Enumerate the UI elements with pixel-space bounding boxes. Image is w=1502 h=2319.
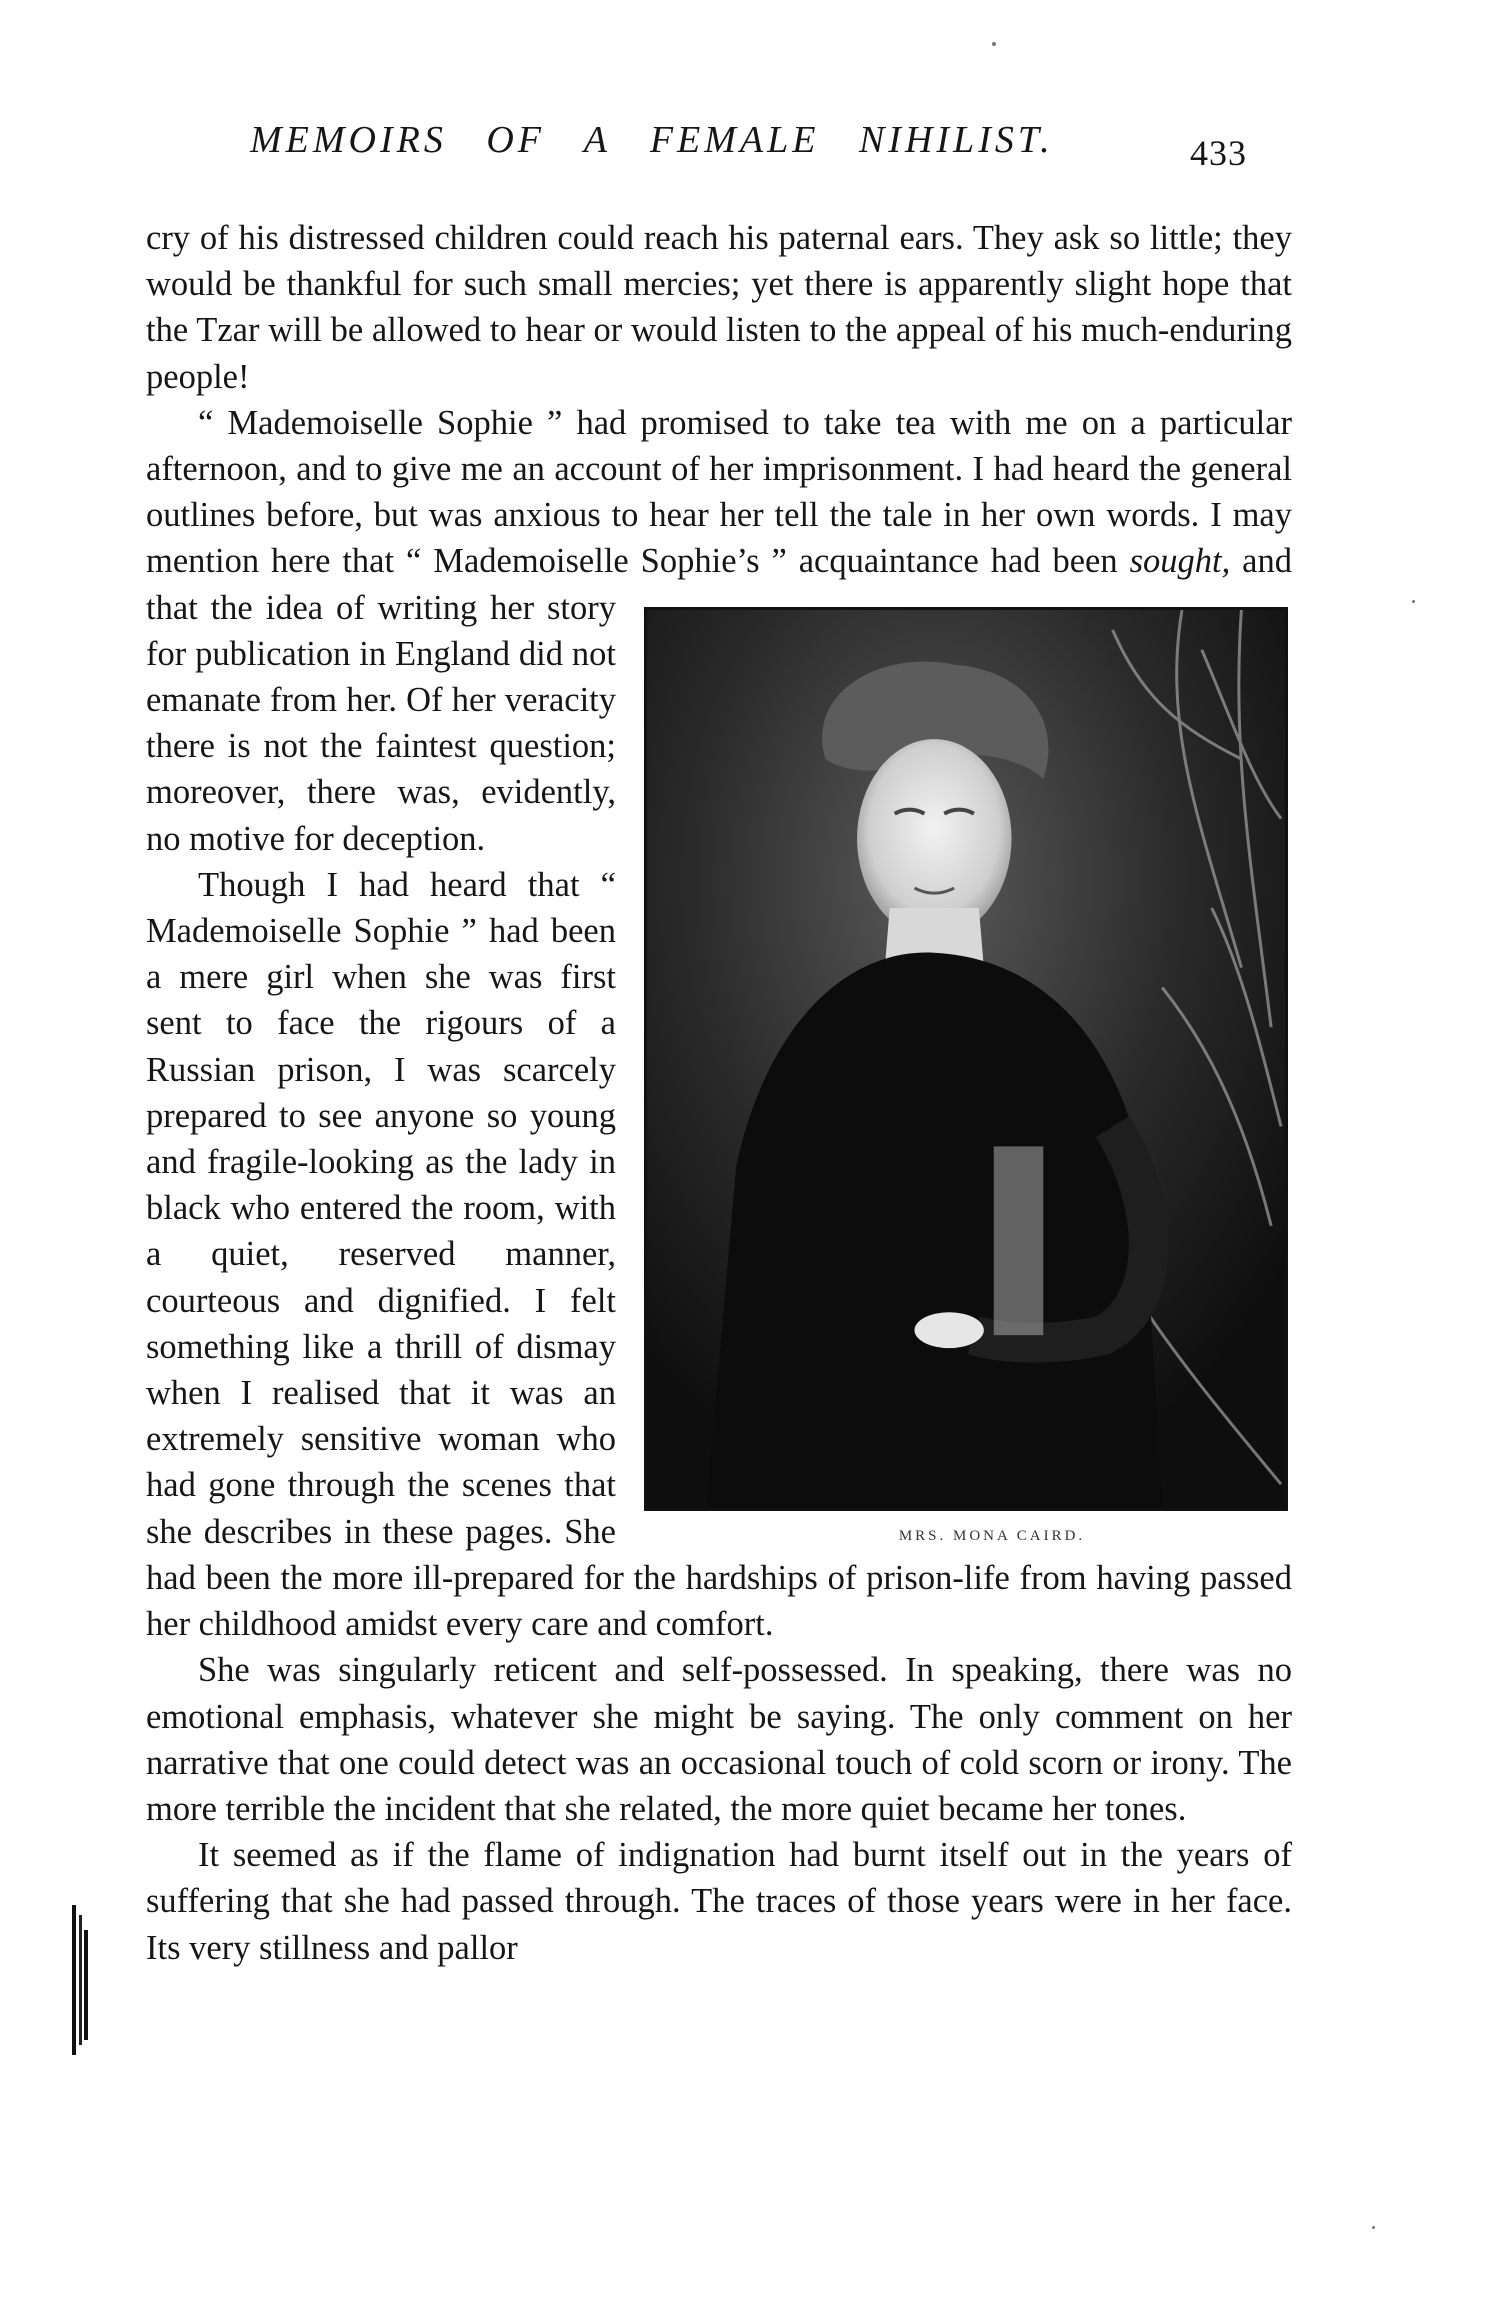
page-number: 433 <box>1190 133 1247 173</box>
paragraph-2-text-b: and that the idea of writing her story for publication in England did not emanate from her. Of her veracity there is not the faintest question; moreover, there was, evidently, no motive for deception. <box>146 542 1292 858</box>
portrait-figure <box>644 585 1292 1545</box>
figure-caption: MRS. MONA CAIRD. <box>898 1527 1086 1544</box>
page-speck <box>1412 600 1415 603</box>
paragraph-1: cry of his distressed children could reach his paternal ears. They ask so little; they would be thankful for such small mercies; yet there is apparently slight hope that the Tzar will be allowed to hear or would listen to the appeal of his much-enduring people! <box>146 219 1292 396</box>
paragraph-5: It seemed as if the flame of indignation had burnt itself out in the years of suffering that she had passed through. The traces of those years were in her face. Its very stillness and pallor <box>146 1836 1292 1967</box>
page-header <box>0 108 1502 173</box>
paragraph-4: She was singularly reticent and self-possessed. In speaking, there was no emotional emphasis, whatever she might be saying. The only comment on her narrative that one could detect was an occasional touch of cold scorn or irony. The more terrible the incident that she related, the more quiet became her tones. <box>146 1651 1292 1828</box>
article-body <box>146 215 1292 1971</box>
portrait-photo <box>644 607 1288 1511</box>
page-speck <box>1372 2226 1375 2229</box>
margin-printer-mark <box>70 1905 90 2055</box>
running-title: MEMOIRS OF A FEMALE NIHILIST. <box>250 119 1054 161</box>
page-speck <box>992 42 996 46</box>
paragraph-2-text-a: “ Mademoiselle Sophie ” had promised to take tea with me on a particular afternoon, and to give me an account of her imprisonment. I had heard the general outlines before, but was anxious to hear her tell the tale in her own words. I may mention here that “ Mademoiselle Sophie’s ” acquaintance had been <box>146 403 1292 581</box>
italic-word: sought, <box>1129 542 1231 581</box>
paragraph-3: Though I had heard that “ Mademoiselle Sophie ” had been a mere girl when she was first sent to face the rigours of a Russian prison, I was scarcely prepared to see anyone so young and fragile-looking as the lady in black who entered the room, with a quiet, reserved manner, courteous and dignified. I felt something like a thrill of dismay when I realised that it was an extremely sensitive woman who had gone through the scenes that she describes in these pages. She had been the more ill-prepared for the hardships of prison-life from having passed her childhood amidst every care and comfort. <box>146 865 1292 1644</box>
